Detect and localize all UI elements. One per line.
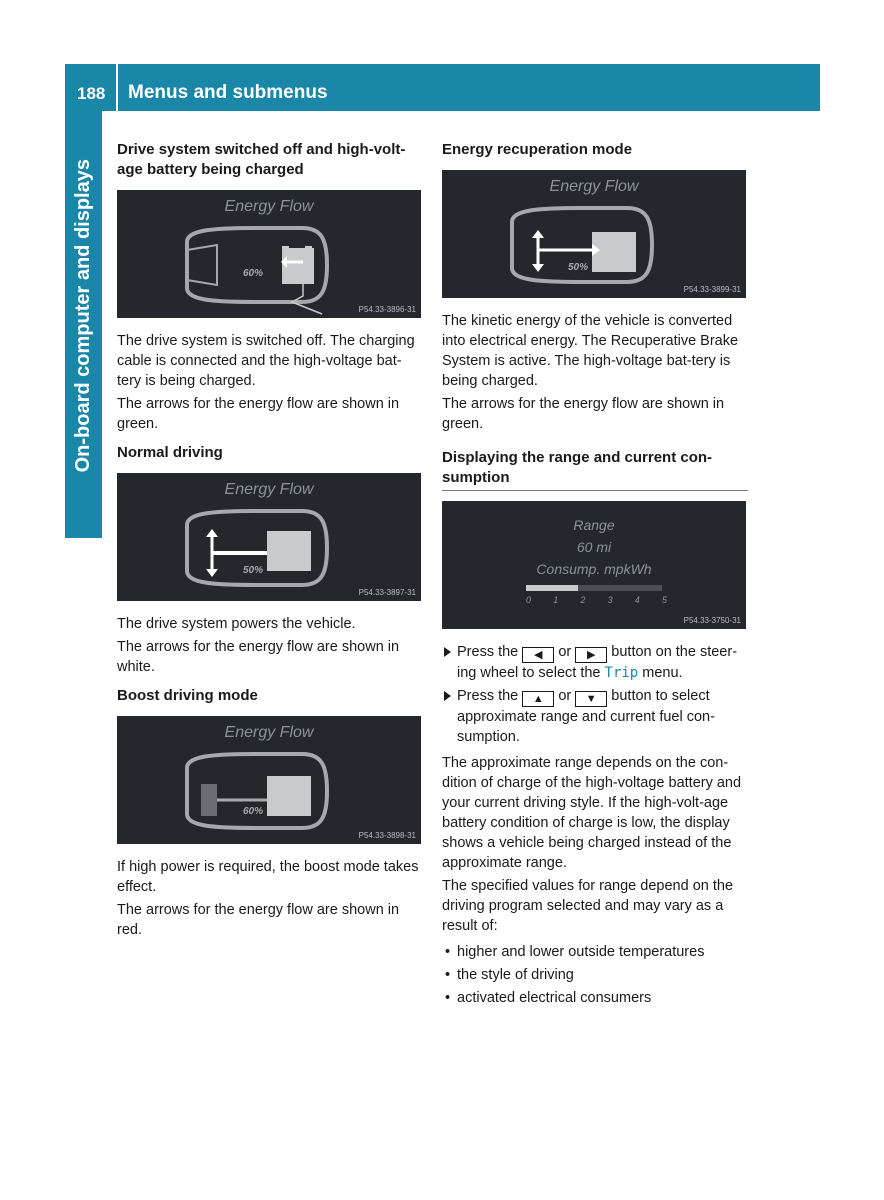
paragraph: The arrows for the energy flow are shown in red. bbox=[117, 902, 400, 938]
range-label: Range bbox=[573, 517, 615, 533]
range-display bbox=[442, 501, 746, 629]
battery-percent: 50% bbox=[568, 262, 589, 273]
range-value: 60 mi bbox=[576, 539, 612, 555]
scale-tick-label: 3 bbox=[607, 595, 613, 605]
paragraph: The approximate range depends on the con-dition of charge of the high-voltage battery and your current driving style. If the high-volt-age battery condition of charge is low, the display shows a vehicle being charged instead of the approximate range. bbox=[442, 755, 742, 871]
scale-tick-label: 0 bbox=[526, 595, 532, 605]
paragraph: The specified values for range depend on the driving program selected and may vary as a result of: bbox=[442, 878, 734, 934]
bullet-list bbox=[442, 942, 748, 1008]
heading-boost-driving: Boost driving mode bbox=[117, 687, 258, 704]
triangle-left-icon: ◀ bbox=[522, 647, 554, 663]
left-column bbox=[117, 140, 423, 943]
display-title: Energy Flow bbox=[549, 178, 639, 195]
bullet-dot-icon: • bbox=[445, 990, 451, 1006]
header-divider bbox=[116, 64, 118, 111]
consumption-scale bbox=[526, 595, 668, 607]
right-column bbox=[442, 140, 748, 1011]
heading-recuperation: Energy recuperation mode bbox=[442, 141, 633, 158]
energy-flow-display-boost bbox=[117, 716, 421, 844]
paragraph: The arrows for the energy flow are shown in green. bbox=[442, 396, 725, 432]
battery-percent: 50% bbox=[243, 565, 264, 576]
bullet-dot-icon: • bbox=[445, 967, 451, 983]
step-arrow-icon bbox=[444, 691, 451, 701]
paragraph: The kinetic energy of the vehicle is converted into electrical energy. The Recuperative Brake System is active. The high-voltage bat-tery is being charged. bbox=[442, 313, 739, 389]
scale-tick-label: 4 bbox=[634, 595, 640, 605]
consumption-bar-track bbox=[526, 585, 662, 591]
page-header bbox=[65, 64, 820, 111]
triangle-up-icon: ▲ bbox=[522, 691, 554, 707]
battery-percent: 60% bbox=[243, 806, 264, 817]
trip-menu-name: Trip bbox=[604, 665, 639, 681]
triangle-right-icon: ▶ bbox=[575, 647, 607, 663]
display-title: Energy Flow bbox=[224, 198, 314, 215]
paragraph: If high power is required, the boost mode takes effect. bbox=[117, 859, 419, 895]
image-code: P54.33-3750-31 bbox=[683, 616, 741, 625]
side-tab-label: On-board computer and displays bbox=[72, 159, 94, 473]
display-title: Energy Flow bbox=[224, 481, 314, 498]
battery-percent: 60% bbox=[243, 268, 264, 279]
heading-range-consumption: Displaying the range and current con-sumption bbox=[442, 448, 748, 491]
page-title: Menus and submenus bbox=[128, 82, 328, 103]
triangle-down-icon: ▼ bbox=[575, 691, 607, 707]
heading-charging: Drive system switched off and high-volt-age battery being charged bbox=[117, 141, 406, 178]
energy-flow-display-recuperation bbox=[442, 170, 746, 298]
paragraph: The arrows for the energy flow are shown in white. bbox=[117, 639, 400, 675]
image-code: P54.33-3897-31 bbox=[358, 588, 416, 597]
paragraph: The drive system is switched off. The charging cable is connected and the high-voltage bat-tery is being charged. bbox=[117, 333, 415, 389]
paragraph: The arrows for the energy flow are shown in green. bbox=[117, 396, 400, 432]
step-arrow-icon bbox=[444, 647, 451, 657]
scale-tick-label: 5 bbox=[662, 595, 668, 605]
instruction-step-2: Press the ▲ or ▼ button to select approximate range and current fuel con-sumption. bbox=[442, 686, 748, 747]
display-title: Energy Flow bbox=[224, 724, 314, 741]
consumption-label: Consump. mpkWh bbox=[536, 561, 652, 577]
energy-flow-display-charging bbox=[117, 190, 421, 318]
image-code: P54.33-3898-31 bbox=[358, 831, 416, 840]
image-code: P54.33-3896-31 bbox=[358, 305, 416, 314]
bullet-dot-icon: • bbox=[445, 944, 451, 960]
consumption-bar-fill bbox=[526, 585, 578, 591]
scale-tick-label: 1 bbox=[553, 595, 559, 605]
image-code: P54.33-3899-31 bbox=[683, 285, 741, 294]
instruction-step-1: Press the ◀ or ▶ button on the steer-ing wheel to select the Trip menu. bbox=[442, 642, 748, 683]
side-tab bbox=[65, 111, 102, 538]
heading-normal-driving: Normal driving bbox=[117, 444, 223, 461]
page-number: 188 bbox=[77, 84, 106, 103]
paragraph: The drive system powers the vehicle. bbox=[117, 616, 356, 632]
bullet-item: • the style of driving bbox=[445, 967, 574, 983]
energy-flow-display-normal bbox=[117, 473, 421, 601]
bullet-item: • activated electrical consumers bbox=[445, 990, 652, 1006]
bullet-item: • higher and lower outside temperatures bbox=[445, 944, 705, 960]
scale-tick-label: 2 bbox=[580, 595, 586, 605]
